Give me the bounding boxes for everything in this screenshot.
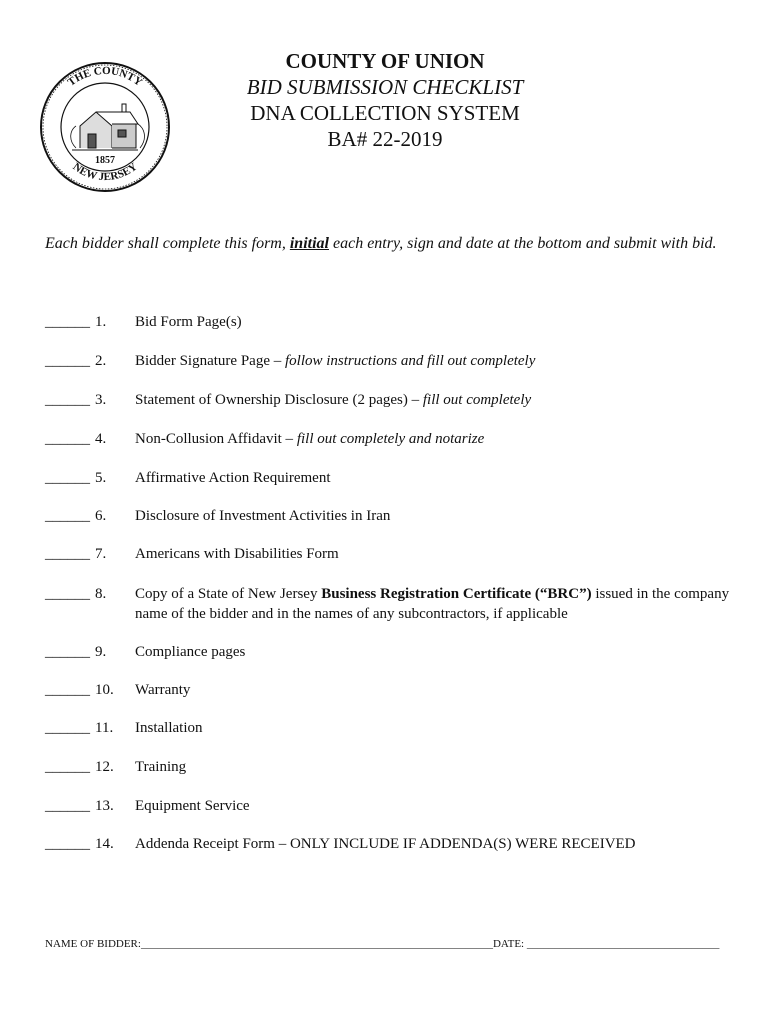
item-label: Affirmative Action Requirement	[135, 470, 331, 486]
bid-number: BA# 22-2019	[327, 127, 443, 151]
date-label: DATE:	[492, 938, 527, 950]
initial-blank[interactable]: ______	[45, 392, 90, 408]
initial-blank[interactable]: ______	[45, 644, 90, 660]
checklist-item	[45, 642, 745, 662]
signature-footer	[45, 937, 745, 951]
county-name: COUNTY OF UNION	[285, 49, 485, 73]
item-label: Bidder Signature Page –	[135, 353, 285, 369]
item-number: 4.	[95, 431, 107, 447]
checklist-item	[45, 544, 745, 564]
item-number: 1.	[95, 314, 107, 330]
bidder-name-label: NAME OF BIDDER:	[45, 938, 141, 950]
instructions-keyword: initial	[289, 235, 329, 252]
item-text-pre: Copy of a State of New Jersey	[135, 586, 322, 602]
item-text	[135, 718, 745, 738]
checklist-item	[45, 468, 745, 488]
seal-year: 1857	[95, 155, 115, 166]
item-number: 11.	[95, 720, 114, 736]
item-text	[135, 390, 745, 410]
item-label: Statement of Ownership Disclosure (2 pages) –	[135, 392, 423, 408]
checklist-item	[45, 351, 745, 371]
item-label: Compliance pages	[135, 644, 246, 660]
initial-blank[interactable]: ______	[45, 586, 90, 602]
initial-blank[interactable]: ______	[45, 836, 90, 852]
checklist-item	[45, 757, 745, 777]
item-text	[135, 834, 745, 854]
item-number: 9.	[95, 644, 107, 660]
item-text	[135, 796, 745, 816]
initial-blank[interactable]: ______	[45, 682, 90, 698]
checklist-item	[45, 834, 745, 854]
item-text-post: issued in the company name of the bidder and in the names of any subcontractors, if applicable	[135, 586, 730, 622]
item-text	[135, 429, 745, 449]
item-number: 14.	[95, 836, 114, 852]
initial-blank[interactable]: ______	[45, 470, 90, 486]
item-text	[135, 642, 745, 662]
system-name: DNA COLLECTION SYSTEM	[250, 101, 520, 125]
initial-blank[interactable]: ______	[45, 431, 90, 447]
item-number: 13.	[95, 798, 114, 814]
item-label: Americans with Disabilities Form	[135, 546, 339, 562]
checklist-item	[45, 506, 745, 526]
checklist-item	[45, 584, 745, 624]
item-note: fill out completely and notarize	[296, 431, 485, 447]
checklist-item	[45, 718, 745, 738]
seal-bottom-text: NEW JERSEY	[70, 160, 140, 184]
item-label: Non-Collusion Affidavit –	[135, 431, 297, 447]
initial-blank[interactable]: ______	[45, 314, 90, 330]
item-text	[135, 468, 745, 488]
item-number: 2.	[95, 353, 107, 369]
instructions	[45, 232, 735, 255]
checklist-item	[45, 796, 745, 816]
item-number: 7.	[95, 546, 107, 562]
item-text	[135, 351, 745, 371]
checklist-item	[45, 312, 745, 332]
instructions-after: each entry, sign and date at the bottom and submit with bid.	[328, 235, 717, 252]
item-text	[135, 544, 745, 564]
initial-blank[interactable]: ______	[45, 546, 90, 562]
checklist-item	[45, 390, 745, 410]
date-line[interactable]: ___________________________________	[526, 938, 720, 950]
item-label: Warranty	[135, 682, 191, 698]
item-text	[135, 506, 745, 526]
checklist-title: BID SUBMISSION CHECKLIST	[246, 75, 524, 99]
item-text	[135, 584, 745, 624]
item-number: 12.	[95, 759, 114, 775]
item-text	[135, 312, 745, 332]
item-number: 5.	[95, 470, 107, 486]
item-number: 6.	[95, 508, 107, 524]
item-text-bold: Business Registration Certificate (“BRC”)	[321, 586, 592, 602]
item-text	[135, 757, 745, 777]
item-text	[135, 680, 745, 700]
document-title-block	[180, 48, 590, 152]
item-label: Addenda Receipt Form – ONLY INCLUDE IF ADDENDA(S) WERE RECEIVED	[135, 836, 636, 852]
initial-blank[interactable]: ______	[45, 508, 90, 524]
bidder-name-line[interactable]: ________________________________________________________________	[140, 938, 493, 950]
item-number: 3.	[95, 392, 107, 408]
initial-blank[interactable]: ______	[45, 720, 90, 736]
initial-blank[interactable]: ______	[45, 353, 90, 369]
instructions-before: Each bidder shall complete this form,	[45, 235, 290, 252]
item-label: Bid Form Page(s)	[135, 314, 242, 330]
initial-blank[interactable]: ______	[45, 759, 90, 775]
item-label: Disclosure of Investment Activities in Iran	[135, 508, 391, 524]
seal-top-text: THE COUNTY	[65, 64, 145, 89]
item-note: fill out completely	[422, 392, 532, 408]
checklist-item	[45, 429, 745, 449]
item-label: Training	[135, 759, 187, 775]
item-note: follow instructions and fill out completely	[284, 353, 536, 369]
initial-blank[interactable]: ______	[45, 798, 90, 814]
county-seal-image	[38, 60, 172, 194]
item-number: 10.	[95, 682, 114, 698]
item-label: Equipment Service	[135, 798, 250, 814]
checklist-item	[45, 680, 745, 700]
item-label: Installation	[135, 720, 203, 736]
item-number: 8.	[95, 586, 107, 602]
